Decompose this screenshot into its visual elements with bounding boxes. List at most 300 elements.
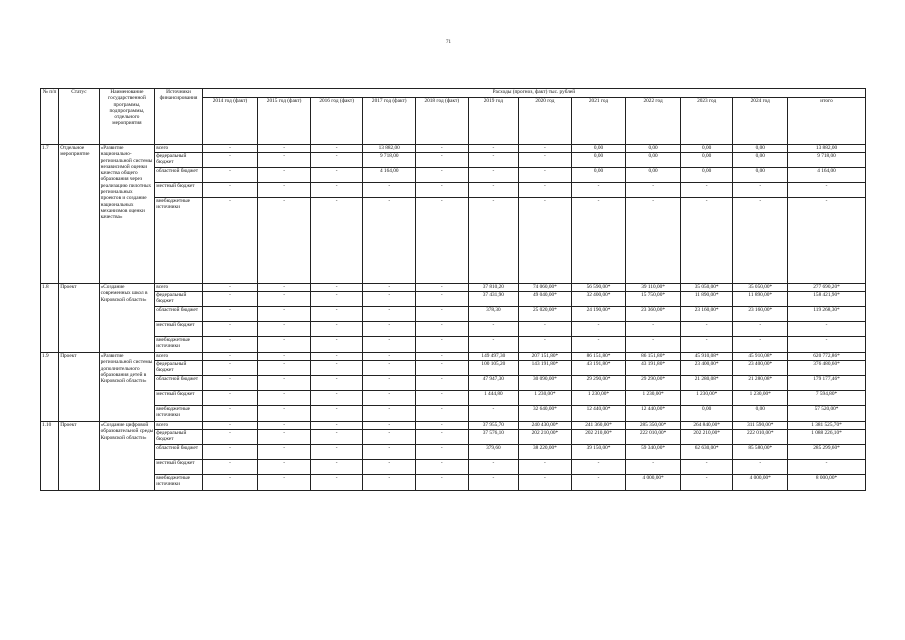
group-status: Проект xyxy=(59,422,99,491)
value-cell: 0,00 xyxy=(571,168,626,183)
value-cell: 43 191,80* xyxy=(626,361,681,376)
value-cell: - xyxy=(519,337,572,353)
value-cell: - xyxy=(363,422,416,430)
table-row xyxy=(41,198,866,284)
source-cell: внебюджетные источники xyxy=(155,198,203,284)
group-num: 1.8 xyxy=(41,284,59,353)
value-cell: - xyxy=(519,460,572,475)
budget-table xyxy=(40,88,866,491)
value-cell: - xyxy=(416,376,469,391)
value-cell: - xyxy=(626,337,681,353)
value-cell: - xyxy=(363,353,416,361)
value-cell: - xyxy=(416,460,469,475)
value-cell: 7 594,80* xyxy=(788,391,866,406)
value-cell: - xyxy=(416,430,469,445)
header-year: 2021 год xyxy=(571,98,626,145)
value-cell: - xyxy=(468,168,519,183)
source-cell: областной бюджет xyxy=(155,168,203,183)
value-cell: - xyxy=(363,337,416,353)
group-status: Проект xyxy=(59,284,99,353)
value-cell: 222 010,00* xyxy=(733,430,788,445)
header-num: № п/п xyxy=(41,89,59,145)
value-cell: 37 576,10 xyxy=(468,430,519,445)
value-cell: 43 191,80* xyxy=(571,361,626,376)
value-cell: - xyxy=(310,460,363,475)
value-cell: 311 590,00* xyxy=(733,422,788,430)
value-cell: 376 480,60* xyxy=(788,361,866,376)
value-cell: - xyxy=(571,183,626,198)
value-cell: 62 630,00* xyxy=(680,445,733,460)
value-cell: - xyxy=(788,337,866,353)
value-cell: 277 690,20* xyxy=(788,284,866,292)
value-cell: 37 431,90 xyxy=(468,292,519,307)
value-cell: 11 890,00* xyxy=(733,292,788,307)
value-cell: 23 400,00* xyxy=(733,361,788,376)
value-cell: 285 299,60* xyxy=(788,445,866,460)
value-cell: 4 000,00* xyxy=(733,475,788,491)
value-cell: 23 360,00* xyxy=(626,307,681,322)
value-cell: - xyxy=(202,460,258,475)
value-cell: 47 947,30 xyxy=(468,376,519,391)
table-row xyxy=(41,445,866,460)
value-cell: 119 268,30* xyxy=(788,307,866,322)
source-cell: внебюджетные источники xyxy=(155,475,203,491)
value-cell: - xyxy=(258,391,311,406)
value-cell: 35 050,00* xyxy=(733,284,788,292)
value-cell: - xyxy=(416,168,469,183)
value-cell: 379,60 xyxy=(468,445,519,460)
value-cell: - xyxy=(363,307,416,322)
value-cell: 0,00 xyxy=(680,145,733,153)
value-cell: 39 110,00* xyxy=(626,284,681,292)
value-cell: - xyxy=(258,460,311,475)
value-cell: - xyxy=(202,422,258,430)
header-status: Статус xyxy=(59,89,99,145)
value-cell: - xyxy=(363,376,416,391)
value-cell: 0,00 xyxy=(571,153,626,168)
group-name: «Создание современных школ в Кировской области» xyxy=(99,284,155,353)
table-row xyxy=(41,475,866,491)
value-cell: 35 050,00* xyxy=(680,284,733,292)
header-year: 2016 год (факт) xyxy=(310,98,363,145)
value-cell: 1 088 226,10* xyxy=(788,430,866,445)
value-cell: 4 000,00* xyxy=(626,475,681,491)
source-cell: всего xyxy=(155,145,203,153)
value-cell: 0,00 xyxy=(733,153,788,168)
value-cell: - xyxy=(680,460,733,475)
value-cell: - xyxy=(416,145,469,153)
table-row xyxy=(41,361,866,376)
table-row xyxy=(41,292,866,307)
header-year: 2020 год xyxy=(519,98,572,145)
value-cell: - xyxy=(258,475,311,491)
value-cell: - xyxy=(680,198,733,284)
value-cell: 25 020,00* xyxy=(519,307,572,322)
value-cell: - xyxy=(733,322,788,337)
table-row xyxy=(41,406,866,422)
value-cell: 202 210,00* xyxy=(680,430,733,445)
source-cell: областной бюджет xyxy=(155,445,203,460)
value-cell: - xyxy=(416,322,469,337)
value-cell: 0,00 xyxy=(626,145,681,153)
table-row xyxy=(41,422,866,430)
value-cell: - xyxy=(258,430,311,445)
value-cell: 0,00 xyxy=(680,153,733,168)
value-cell: 0,00 xyxy=(733,145,788,153)
value-cell: 85 580,00* xyxy=(733,445,788,460)
value-cell: - xyxy=(258,198,311,284)
value-cell: - xyxy=(416,183,469,198)
value-cell: - xyxy=(202,145,258,153)
value-cell: 45 910,08* xyxy=(733,353,788,361)
value-cell: 24 190,00* xyxy=(571,307,626,322)
value-cell: - xyxy=(626,322,681,337)
source-cell: внебюджетные источники xyxy=(155,406,203,422)
value-cell: - xyxy=(363,430,416,445)
value-cell: - xyxy=(519,145,572,153)
value-cell: - xyxy=(363,475,416,491)
page-number: 71 xyxy=(446,40,451,45)
value-cell: - xyxy=(571,198,626,284)
value-cell: 1 444,80 xyxy=(468,391,519,406)
value-cell: 100 105,20 xyxy=(468,361,519,376)
value-cell: - xyxy=(363,361,416,376)
value-cell: 149 497,30 xyxy=(468,353,519,361)
header-year: 2023 год xyxy=(680,98,733,145)
table-row xyxy=(41,391,866,406)
value-cell: 21 280,08* xyxy=(733,376,788,391)
value-cell: - xyxy=(416,198,469,284)
header-year: 2017 год (факт) xyxy=(363,98,416,145)
value-cell: - xyxy=(519,475,572,491)
value-cell: 0,00 xyxy=(733,168,788,183)
value-cell: - xyxy=(416,391,469,406)
value-cell: - xyxy=(416,353,469,361)
value-cell: - xyxy=(571,337,626,353)
value-cell: - xyxy=(416,475,469,491)
source-cell: местный бюджет xyxy=(155,460,203,475)
value-cell: - xyxy=(363,406,416,422)
value-cell: 23 400,00* xyxy=(680,361,733,376)
value-cell: - xyxy=(680,475,733,491)
value-cell: - xyxy=(363,460,416,475)
value-cell: - xyxy=(258,322,311,337)
value-cell: 202 210,00* xyxy=(571,430,626,445)
group-num: 1.10 xyxy=(41,422,59,491)
source-cell: федеральный бюджет xyxy=(155,292,203,307)
value-cell: - xyxy=(468,337,519,353)
table-row xyxy=(41,322,866,337)
source-cell: местный бюджет xyxy=(155,391,203,406)
value-cell: - xyxy=(310,198,363,284)
value-cell: - xyxy=(571,322,626,337)
value-cell: - xyxy=(416,361,469,376)
value-cell: - xyxy=(363,292,416,307)
value-cell: - xyxy=(310,430,363,445)
group-name: «Развитие национально-региональной системы независимой оценки качества общего образования через реализацию пилотных региональных проектов и создание национальных механизмов оценки качества» xyxy=(99,145,155,284)
value-cell: - xyxy=(571,460,626,475)
value-cell: - xyxy=(202,406,258,422)
value-cell: - xyxy=(626,183,681,198)
table-body xyxy=(41,145,866,491)
value-cell: - xyxy=(519,322,572,337)
value-cell: - xyxy=(788,460,866,475)
source-cell: местный бюджет xyxy=(155,322,203,337)
value-cell: - xyxy=(468,406,519,422)
group-name: «Создание цифровой образовательной среды Кировской области» xyxy=(99,422,155,491)
value-cell: 1 230,00* xyxy=(571,391,626,406)
header-sources: Источники финансирования xyxy=(155,89,203,145)
table-row xyxy=(41,430,866,445)
header-year: 2015 год (факт) xyxy=(258,98,311,145)
value-cell: - xyxy=(202,353,258,361)
group-num: 1.9 xyxy=(41,353,59,422)
value-cell: - xyxy=(680,322,733,337)
value-cell: - xyxy=(310,322,363,337)
value-cell: - xyxy=(310,307,363,322)
source-cell: всего xyxy=(155,284,203,292)
value-cell: - xyxy=(416,284,469,292)
value-cell: - xyxy=(202,168,258,183)
value-cell: 378,30 xyxy=(468,307,519,322)
value-cell: 23 160,00* xyxy=(680,307,733,322)
value-cell: 49 040,00* xyxy=(519,292,572,307)
value-cell: - xyxy=(310,292,363,307)
value-cell: 1 230,00* xyxy=(519,391,572,406)
value-cell: - xyxy=(310,337,363,353)
value-cell: - xyxy=(626,198,681,284)
value-cell: - xyxy=(468,145,519,153)
value-cell: 179 177,46* xyxy=(788,376,866,391)
table-row xyxy=(41,376,866,391)
value-cell: - xyxy=(788,198,866,284)
value-cell: - xyxy=(310,353,363,361)
value-cell: - xyxy=(416,422,469,430)
source-cell: областной бюджет xyxy=(155,376,203,391)
value-cell: 222 010,00* xyxy=(626,430,681,445)
value-cell: 202 210,00* xyxy=(519,430,572,445)
value-cell: - xyxy=(202,284,258,292)
value-cell: - xyxy=(258,376,311,391)
value-cell: 86 151,80* xyxy=(626,353,681,361)
table-row xyxy=(41,183,866,198)
value-cell: 12 440,00* xyxy=(571,406,626,422)
header-name: Наименование государственной программы, подпрограммы, отдельного мероприятия xyxy=(99,89,155,145)
header-year: 2019 год xyxy=(468,98,519,145)
source-cell: всего xyxy=(155,422,203,430)
value-cell: 86 151,80* xyxy=(571,353,626,361)
value-cell: - xyxy=(416,445,469,460)
header-year: 2024 год xyxy=(733,98,788,145)
value-cell: - xyxy=(202,475,258,491)
value-cell: 9 718,00 xyxy=(363,153,416,168)
value-cell: - xyxy=(258,353,311,361)
value-cell: - xyxy=(258,183,311,198)
source-cell: федеральный бюджет xyxy=(155,430,203,445)
value-cell: 1 230,00* xyxy=(626,391,681,406)
value-cell: 29 290,00* xyxy=(626,376,681,391)
value-cell: - xyxy=(310,376,363,391)
value-cell: 0,00 xyxy=(626,153,681,168)
value-cell: - xyxy=(363,284,416,292)
value-cell: 21 280,08* xyxy=(680,376,733,391)
header-year: итого xyxy=(788,98,866,145)
source-cell: областной бюджет xyxy=(155,307,203,322)
group-status: Отдельное мероприятие xyxy=(59,145,99,284)
source-cell: федеральный бюджет xyxy=(155,361,203,376)
value-cell: - xyxy=(258,284,311,292)
value-cell: - xyxy=(788,322,866,337)
value-cell: - xyxy=(468,475,519,491)
header-year: 2014 год (факт) xyxy=(202,98,258,145)
value-cell: 23 160,00* xyxy=(733,307,788,322)
value-cell: - xyxy=(519,153,572,168)
table-row xyxy=(41,353,866,361)
value-cell: - xyxy=(202,337,258,353)
value-cell: - xyxy=(258,145,311,153)
header-year: 2022 год xyxy=(626,98,681,145)
source-cell: внебюджетные источники xyxy=(155,337,203,353)
header-expenses: Расходы (прогноз, факт) тыс. рублей xyxy=(202,89,865,98)
value-cell: 57 520,00* xyxy=(788,406,866,422)
value-cell: - xyxy=(310,145,363,153)
value-cell: 620 772,86* xyxy=(788,353,866,361)
value-cell: - xyxy=(416,292,469,307)
value-cell: 29 290,00* xyxy=(571,376,626,391)
value-cell: - xyxy=(363,183,416,198)
value-cell: 15 750,00* xyxy=(626,292,681,307)
value-cell: - xyxy=(310,284,363,292)
value-cell: - xyxy=(258,168,311,183)
value-cell: - xyxy=(416,337,469,353)
value-cell: 39 150,00* xyxy=(571,445,626,460)
value-cell: 13 882,00 xyxy=(788,145,866,153)
value-cell: 45 910,08* xyxy=(680,353,733,361)
value-cell: - xyxy=(310,475,363,491)
value-cell: 8 000,00* xyxy=(788,475,866,491)
value-cell: 143 191,80* xyxy=(519,361,572,376)
value-cell: - xyxy=(202,322,258,337)
value-cell: - xyxy=(202,198,258,284)
value-cell: - xyxy=(310,422,363,430)
value-cell: 0,00 xyxy=(626,168,681,183)
value-cell: - xyxy=(202,376,258,391)
value-cell: - xyxy=(468,183,519,198)
value-cell: - xyxy=(468,460,519,475)
value-cell: - xyxy=(733,460,788,475)
value-cell: - xyxy=(519,198,572,284)
value-cell: 38 220,00* xyxy=(519,445,572,460)
value-cell: - xyxy=(468,198,519,284)
value-cell: - xyxy=(680,337,733,353)
value-cell: 59 340,00* xyxy=(626,445,681,460)
value-cell: - xyxy=(519,168,572,183)
value-cell: 0,00 xyxy=(733,406,788,422)
value-cell: 56 590,00* xyxy=(571,284,626,292)
source-cell: всего xyxy=(155,353,203,361)
value-cell: - xyxy=(416,406,469,422)
value-cell: - xyxy=(258,153,311,168)
value-cell: 158 421,90* xyxy=(788,292,866,307)
value-cell: 241 360,00* xyxy=(571,422,626,430)
value-cell: - xyxy=(310,391,363,406)
value-cell: 0,00 xyxy=(680,406,733,422)
value-cell: 12 440,00* xyxy=(626,406,681,422)
value-cell: 37 955,70 xyxy=(468,422,519,430)
value-cell: - xyxy=(310,153,363,168)
group-num: 1.7 xyxy=(41,145,59,284)
value-cell: 32 400,00* xyxy=(571,292,626,307)
table-row xyxy=(41,460,866,475)
value-cell: - xyxy=(202,430,258,445)
value-cell: - xyxy=(468,153,519,168)
value-cell: 30 090,00* xyxy=(519,376,572,391)
value-cell: - xyxy=(202,391,258,406)
value-cell: 207 151,80* xyxy=(519,353,572,361)
value-cell: - xyxy=(416,307,469,322)
value-cell: - xyxy=(626,460,681,475)
header-year: 2018 год (факт) xyxy=(416,98,469,145)
value-cell: - xyxy=(733,183,788,198)
group-status: Проект xyxy=(59,353,99,422)
value-cell: - xyxy=(202,445,258,460)
value-cell: - xyxy=(310,445,363,460)
group-name: «Развитие региональной системы дополнительного образования детей в Кировской области» xyxy=(99,353,155,422)
value-cell: - xyxy=(258,361,311,376)
value-cell: - xyxy=(733,337,788,353)
value-cell: - xyxy=(258,307,311,322)
value-cell: - xyxy=(468,322,519,337)
value-cell: 1 230,00* xyxy=(733,391,788,406)
table-row xyxy=(41,168,866,183)
value-cell: - xyxy=(363,322,416,337)
table-row xyxy=(41,145,866,153)
value-cell: - xyxy=(202,307,258,322)
value-cell: - xyxy=(258,337,311,353)
value-cell: 1 381 525,70* xyxy=(788,422,866,430)
value-cell: - xyxy=(202,183,258,198)
source-cell: местный бюджет xyxy=(155,183,203,198)
value-cell: 9 718,00 xyxy=(788,153,866,168)
value-cell: - xyxy=(310,168,363,183)
value-cell: 37 810,20 xyxy=(468,284,519,292)
value-cell: 0,00 xyxy=(680,168,733,183)
value-cell: 4 164,00 xyxy=(363,168,416,183)
value-cell: - xyxy=(310,183,363,198)
value-cell: - xyxy=(571,475,626,491)
value-cell: 285 350,00* xyxy=(626,422,681,430)
value-cell: - xyxy=(363,198,416,284)
value-cell: 1 230,00* xyxy=(680,391,733,406)
value-cell: - xyxy=(363,391,416,406)
value-cell: - xyxy=(258,422,311,430)
value-cell: 264 840,00* xyxy=(680,422,733,430)
value-cell: - xyxy=(258,292,311,307)
value-cell: - xyxy=(416,153,469,168)
value-cell: - xyxy=(680,183,733,198)
value-cell: 240 430,00* xyxy=(519,422,572,430)
table-row xyxy=(41,307,866,322)
value-cell: 0,00 xyxy=(571,145,626,153)
table-row xyxy=(41,284,866,292)
value-cell: - xyxy=(258,445,311,460)
value-cell: - xyxy=(202,153,258,168)
table-row xyxy=(41,153,866,168)
value-cell: - xyxy=(733,198,788,284)
source-cell: федеральный бюджет xyxy=(155,153,203,168)
value-cell: 74 060,00* xyxy=(519,284,572,292)
table-row xyxy=(41,337,866,353)
